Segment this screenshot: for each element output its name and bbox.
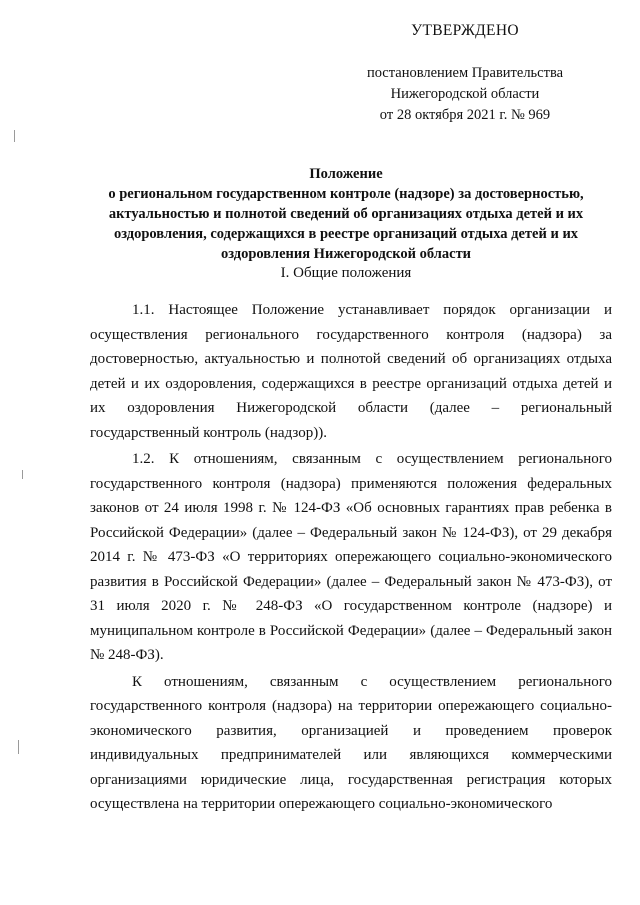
paragraph-1-1: 1.1. Настоящее Положение устанавливает порядок организации и осуществления регионального государственного контроля (надзора) за достоверностью, актуальностью и полнотой сведений об организациях отдыха детей и их оздоровления, содержащихся в реестре организаций отдыха детей и их оздоровления Нижегородской области (далее – региональный государственный контроль (надзор)). [90,302,612,441]
paragraph-1-2: 1.2. К отношениям, связанным с осуществлением регионального государственного контроля (надзора) применяются положения федеральных законов от 24 июля 1998 г. № 124-ФЗ «Об основных гарантиях прав ребенка в Российской Федерации» (далее – Федеральный закон № 124-ФЗ), от 29 декабря 2014 г. № 473-ФЗ «О территориях опережающего социально-экономического развития в Российской Федерации» (далее – Федеральный закон № 473-ФЗ), от 31 июля 2020 г. № 248-ФЗ «О государственном контроле (надзоре) и муниципальном контроле в Российской Федерации» (далее – Федеральный закон № 248-ФЗ). [90,451,612,663]
title-line: о региональном государственном контроле (надзоре) за достоверностью, [108,186,584,202]
title-line: оздоровления Нижегородской области [220,246,472,262]
approval-line: Нижегородской области [390,86,540,102]
document-body [90,298,612,817]
paragraph-1-2-continued: К отношениям, связанным с осуществлением регионального государственного контроля (надзора) на территории опережающего социально-экономического развития, организацией и проведением проверок индивидуальных предпринимателей или являющихся коммерческими организациями юридические лица, государственная регистрация которых осуществлена на территории опережающего социально-экономического [90,673,612,812]
title-line: Положение [309,166,383,182]
approval-line: от 28 октября 2021 г. № 969 [379,107,551,123]
approval-stamp [330,20,600,126]
document-title [86,164,606,264]
title-line: оздоровления, содержащихся в реестре организаций отдыха детей и их [113,226,579,242]
scan-speck [22,470,23,479]
section-heading: I. Общие положения [280,265,412,281]
approval-line: постановлением Правительства [366,65,564,81]
title-line: актуальностью и полнотой сведений об организациях отдыха детей и их [108,206,584,222]
approval-heading: УТВЕРЖДЕНО [411,22,519,39]
scan-speck [14,130,15,142]
scan-speck [18,740,19,754]
